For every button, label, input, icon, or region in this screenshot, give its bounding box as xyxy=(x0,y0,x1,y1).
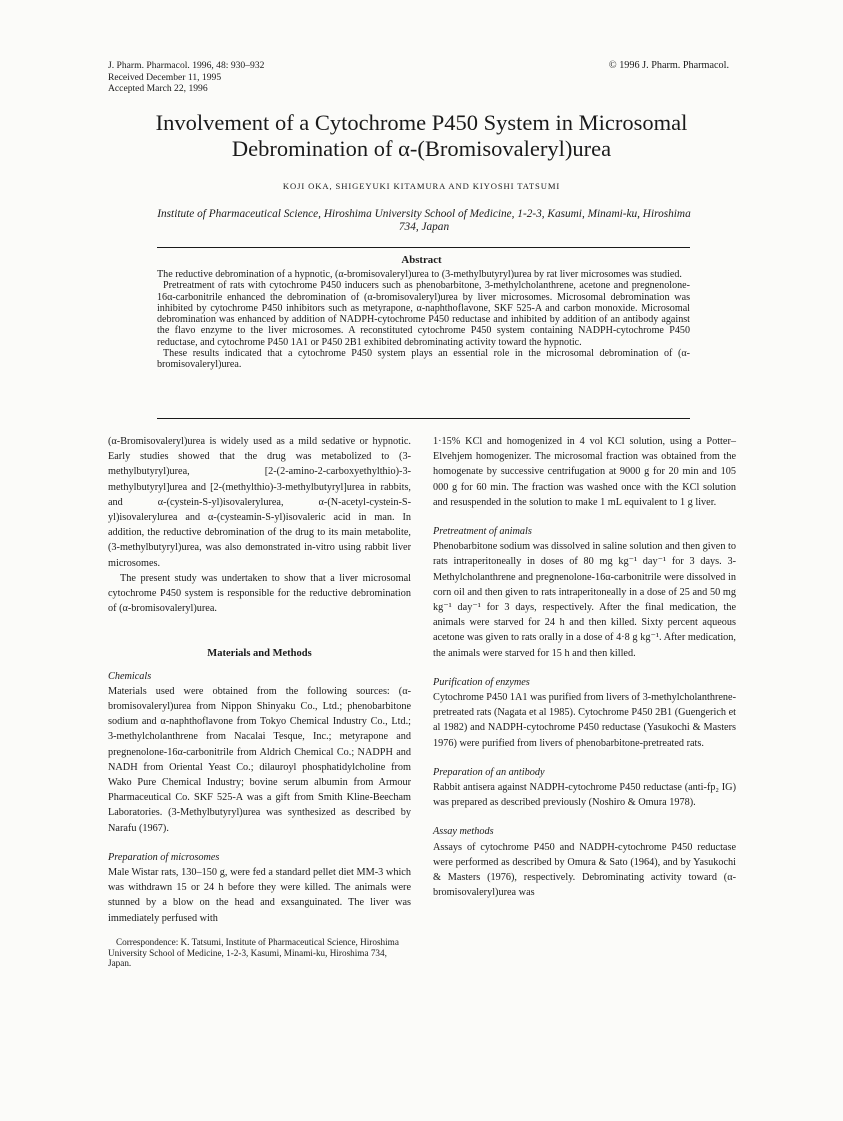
affiliation-line-1: Institute of Pharmaceutical Science, Hiroshima University School of Medicine, 1-2-3, Kasumi, Minami-ku, Hiroshima xyxy=(157,208,691,220)
chemicals-paragraph: Materials used were obtained from the following sources: (α-bromisovaleryl)urea from Nippon Shinyaku Co., Ltd.; phenobarbitone sodium and α-naphthoflavone from Tokyo Chemical Industry Co., Ltd.; 3-methylcholanthrene from Nacalai Tesque, Inc.; metyrapone and pregnenolone-16α-carbonitrile from Aldrich Chemical Co.; NADPH and NADH from Oriental Yeast Co.; dilauroyl phosphatidylcholine from Wako Pure Chemical Industry; bovine serum albumin from Armour Pharmaceutical Co. SKF 525-A was a gift from Smith Kline-Beecham Laboratories. (3-Methylbutyryl)urea was synthesized as described by Narafu (1967). xyxy=(108,685,411,834)
author-list: KOJI OKA, SHIGEYUKI KITAMURA AND KIYOSHI TATSUMI xyxy=(282,181,561,191)
accepted-date: Accepted March 22, 1996 xyxy=(108,83,208,94)
antibody-paragraph: Rabbit antisera against NADPH-cytochrome P450 reductase (anti-fp₂ IG) was prepared as described previously (Noshiro & Omura 1978). xyxy=(433,782,736,809)
homogenization-paragraph: 1·15% KCl and homogenized in 4 vol KCl solution, using a Potter–Elvehjem homogenizer. The microsomal fraction was obtained from the homogenate by successive centrifugation at 9000 g for 20 min and 105 000 g for 60 min. The fraction was washed once with the KCl solution and resuspended in the solution to make 1 mL equivalent to 1 g liver. xyxy=(433,436,736,508)
article-title xyxy=(60,110,783,161)
received-date: Received December 11, 1995 xyxy=(108,71,222,83)
copyright-notice: © 1996 J. Pharm. Pharmacol. xyxy=(608,60,729,71)
intro-paragraph: The present study was undertaken to show that a liver microsomal cytochrome P450 system is responsible for the reductive debromination of (α-bromisovaleryl)urea. xyxy=(108,572,411,615)
abstract-heading: Abstract xyxy=(401,254,442,266)
journal-citation: J. Pharm. Pharmacol. 1996, 48: 930–932 xyxy=(108,60,265,71)
subsection-heading-animals: Pretreatment of animals xyxy=(433,526,532,538)
abstract-paragraph: These results indicated that a cytochrome P450 system plays an essential role in the microsomal debromination of (α-bromisovaleryl)urea. xyxy=(157,348,690,371)
affiliation-line-2: 734, Japan xyxy=(398,221,450,233)
subsection-heading-enzymes: Purification of enzymes xyxy=(433,676,530,688)
abstract-body xyxy=(157,269,690,371)
section-heading: Materials and Methods xyxy=(207,648,312,660)
microsomes-paragraph: Male Wistar rats, 130–150 g, were fed a standard pellet diet MM-3 which was withdrawn 15 or 24 h before they were killed. The animals were stunned by a blow on the head and exsanguinated. The liver was immediately perfused with xyxy=(108,867,411,924)
title-line-2: Debromination of α-(Bromisovaleryl)urea xyxy=(231,135,612,161)
subsection-heading-antibody: Preparation of an antibody xyxy=(433,766,545,778)
subsection-heading-chemicals: Chemicals xyxy=(108,670,152,682)
intro-paragraph: (α-Bromisovaleryl)urea is widely used as a mild sedative or hypnotic. Early studies showed that the drug was metabolized to (3-methylbutyryl)urea, [2-(2-amino-2-carboxyethylthio)-3-methylbutyryl]urea and [2-(methylthio)-3-methylbutyryl]urea in rabbits, and α-(cystein-S-yl)isovalerylurea, α-(N-acetyl-cystein-S-yl)isovalerylurea and α-(cysteamin-S-yl)isovaleric acid in man. In addition, the reductive debromination of the drug to its main metabolite, (3-methylbutyryl)urea, was also demonstrated in-vitro using rabbit liver microsomes. xyxy=(108,436,411,569)
left-column xyxy=(108,434,411,926)
enzymes-paragraph: Cytochrome P450 1A1 was purified from livers of 3-methylcholanthrene-pretreated rats (Nagata et al 1985). Cytochrome P450 2B1 (Guengerich et al 1982) and NADPH-cytochrome P450 reductase (Yasukochi & Masters 1976) were purified from livers of phenobarbitone-pretreated rats. xyxy=(433,692,736,749)
abstract-bottom-rule xyxy=(157,418,690,419)
assay-paragraph: Assays of cytochrome P450 and NADPH-cytochrome P450 reductase were performed as described by Omura & Sato (1964), and by Yasukochi & Masters (1976), respectively. Debrominating activity toward (α-bromisovaleryl)urea was xyxy=(433,841,736,899)
journal-info xyxy=(108,60,264,95)
right-column xyxy=(433,434,736,900)
affiliation xyxy=(108,208,740,234)
animals-paragraph: Phenobarbitone sodium was dissolved in saline solution and then given to rats intraperitoneally in doses of 80 mg kg⁻¹ day⁻¹ for 3 days. 3-Methylcholanthrene and pregnenolone-16α-carbonitrile were dissolved in corn oil and then given to rats intraperitoneally in a dose of 25 and 50 mg kg⁻¹ day⁻¹ for 3 days, respectively. After the final medication, the animals were starved for 24 h and then killed. Sixty percent aqueous acetone was given to rats orally in a dose of 4·8 g kg⁻¹. After medication, the animals were starved for 15 h and then killed. xyxy=(433,541,736,659)
title-line-1: Involvement of a Cytochrome P450 System in Microsomal xyxy=(155,110,688,135)
abstract-paragraph: The reductive debromination of a hypnotic, (α-bromisovaleryl)urea to (3-methylbutyryl)urea by rat liver microsomes was studied. xyxy=(157,269,682,280)
correspondence-footnote: Correspondence: K. Tatsumi, Institute of Pharmaceutical Science, Hiroshima University School of Medicine, 1-2-3, Kasumi, Minami-ku, Hiroshima 734, Japan. xyxy=(108,937,399,969)
subsection-heading-assay: Assay methods xyxy=(433,826,494,838)
subsection-heading-microsomes: Preparation of microsomes xyxy=(108,851,220,863)
abstract-paragraph: Pretreatment of rats with cytochrome P450 inducers such as phenobarbitone, 3-methylcholanthrene, acetone and pregnenolone-16α-carbonitrile enhanced the debromination of (α-bromisovaleryl)urea by liver microsomes. Microsomal debromination was inhibited by cytochrome P450 inhibitors such as metyrapone, α-naphthoflavone, SKF 525-A and carbon monoxide. Microsomal debromination was enhanced by addition of NADPH-cytochrome P450 reductase and inhibited by addition of an antibody against the flavo enzyme to the liver microsomes. A reconstituted cytochrome P450 system containing NADPH-cytochrome P450 reductase, and cytochrome P450 1A1 or P450 2B1 exhibited debrominating activity toward the hypnotic. xyxy=(157,280,690,348)
abstract-top-rule xyxy=(157,247,690,248)
